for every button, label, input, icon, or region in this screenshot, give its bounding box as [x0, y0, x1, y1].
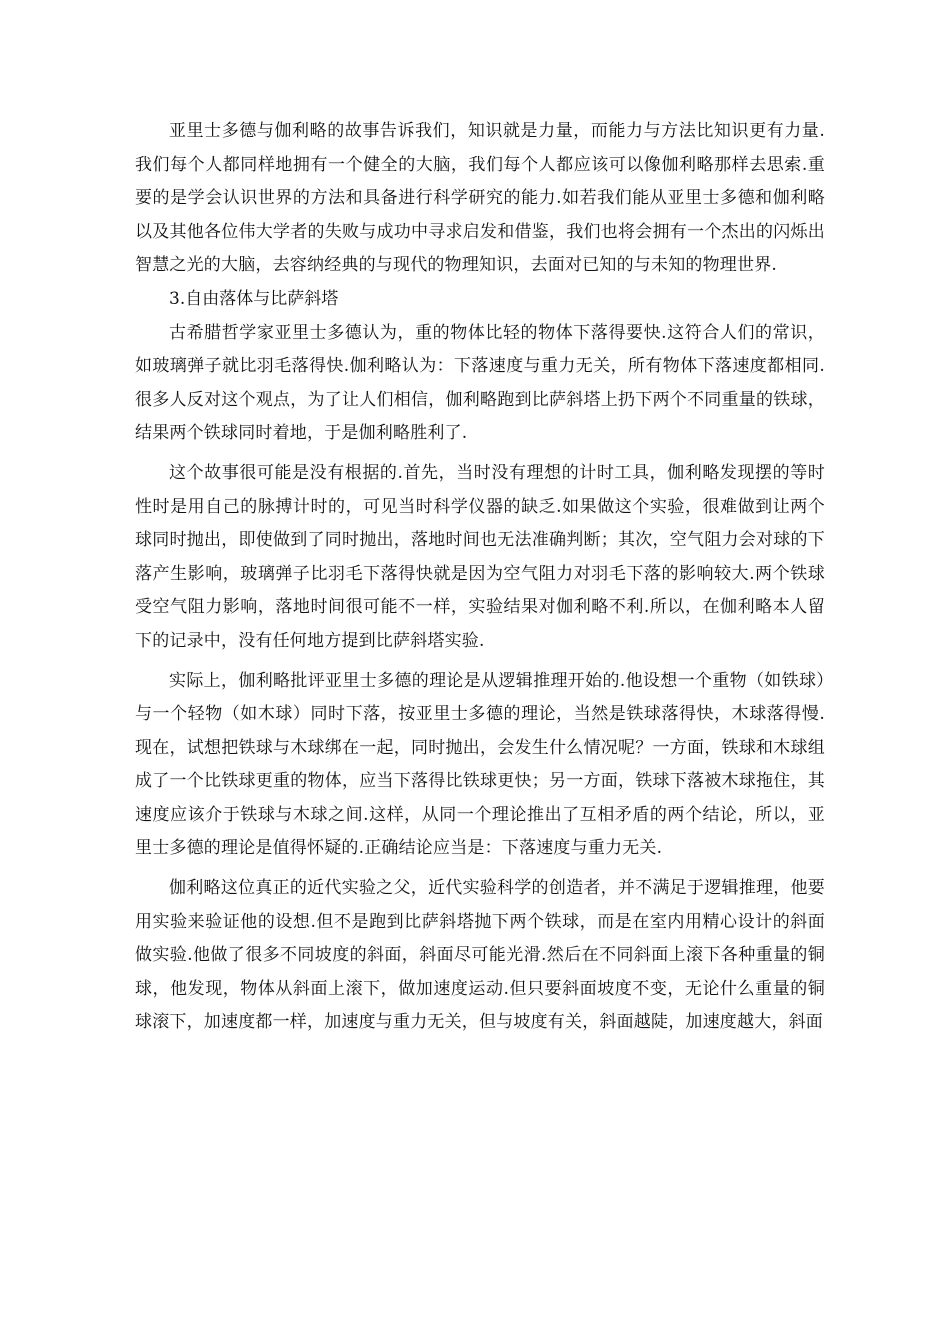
paragraph-story-unfounded: 这个故事很可能是没有根据的.首先，当时没有理想的计时工具，伽利略发现摆的等时性时是用自己的脉搏计时的，可见当时科学仪器的缺乏.如果做这个实验，很难做到让两个球同时抛出，即使做到了同时抛出，落地时间也无法准确判断；其次，空气阻力会对球的下落产生影响，玻璃弹子比羽毛下落得快就是因为空气阻力对羽毛下落的影响较大.两个铁球受空气阻力影响，落地时间很可能不一样，实验结果对伽利略不利.所以，在伽利略本人留下的记录中，没有任何地方提到比萨斜塔实验. — [135, 462, 825, 651]
section-heading-free-fall: 3.自由落体与比萨斜塔 — [169, 288, 339, 309]
paragraph-logical-reasoning: 实际上，伽利略批评亚里士多德的理论是从逻辑推理开始的.他设想一个重物（如铁球）与一个轻物（如木球）同时下落，按亚里士多德的理论，当然是铁球落得快，木球落得慢.现在，试想把铁球与木球绑在一起，同时抛出，会发生什么情况呢？一方面，铁球和木球组成了一个比铁球更重的物体，应当下落得比铁球更快；另一方面，铁球下落被木球拖住，其速度应该介于铁球与木球之间.这样，从同一个理论推出了互相矛盾的两个结论，所以，亚里士多德的理论是值得怀疑的.正确结论应当是：下落速度与重力无关. — [135, 670, 825, 859]
paragraph-inclined-plane: 伽利略这位真正的近代实验之父，近代实验科学的创造者，并不满足于逻辑推理，他要用实验来验证他的设想.但不是跑到比萨斜塔抛下两个铁球，而是在室内用精心设计的斜面做实验.他做了很多不同坡度的斜面，斜面尽可能光滑.然后在不同斜面上滚下各种重量的铜球，他发现，物体从斜面上滚下，做加速度运动.但只要斜面坡度不变，无论什么重量的铜球滚下，加速度都一样，加速度与重力无关，但与坡度有关，斜面越陡，加速度越大，斜面 — [135, 878, 825, 1033]
paragraph-knowledge-power: 亚里士多德与伽利略的故事告诉我们，知识就是力量，而能力与方法比知识更有力量.我们每个人都同样地拥有一个健全的大脑，我们每个人都应该可以像伽利略那样去思索.重要的是学会认识世界的方法和具备进行科学研究的能力.如若我们能从亚里士多德和伽利略以及其他各位伟大学者的失败与成功中寻求启发和借鉴，我们也将会拥有一个杰出的闪烁出智慧之光的大脑，去容纳经典的与现代的物理知识，去面对已知的与未知的物理世界. — [135, 121, 825, 276]
document-body — [135, 115, 825, 1040]
paragraph-aristotle-view: 古希腊哲学家亚里士多德认为，重的物体比轻的物体下落得要快.这符合人们的常识，如玻璃弹子就比羽毛落得快.伽利略认为：下落速度与重力无关，所有物体下落速度都相同.很多人反对这个观点，为了让人们相信，伽利略跑到比萨斜塔上扔下两个不同重量的铁球，结果两个铁球同时着地，于是伽利略胜利了. — [135, 322, 825, 444]
